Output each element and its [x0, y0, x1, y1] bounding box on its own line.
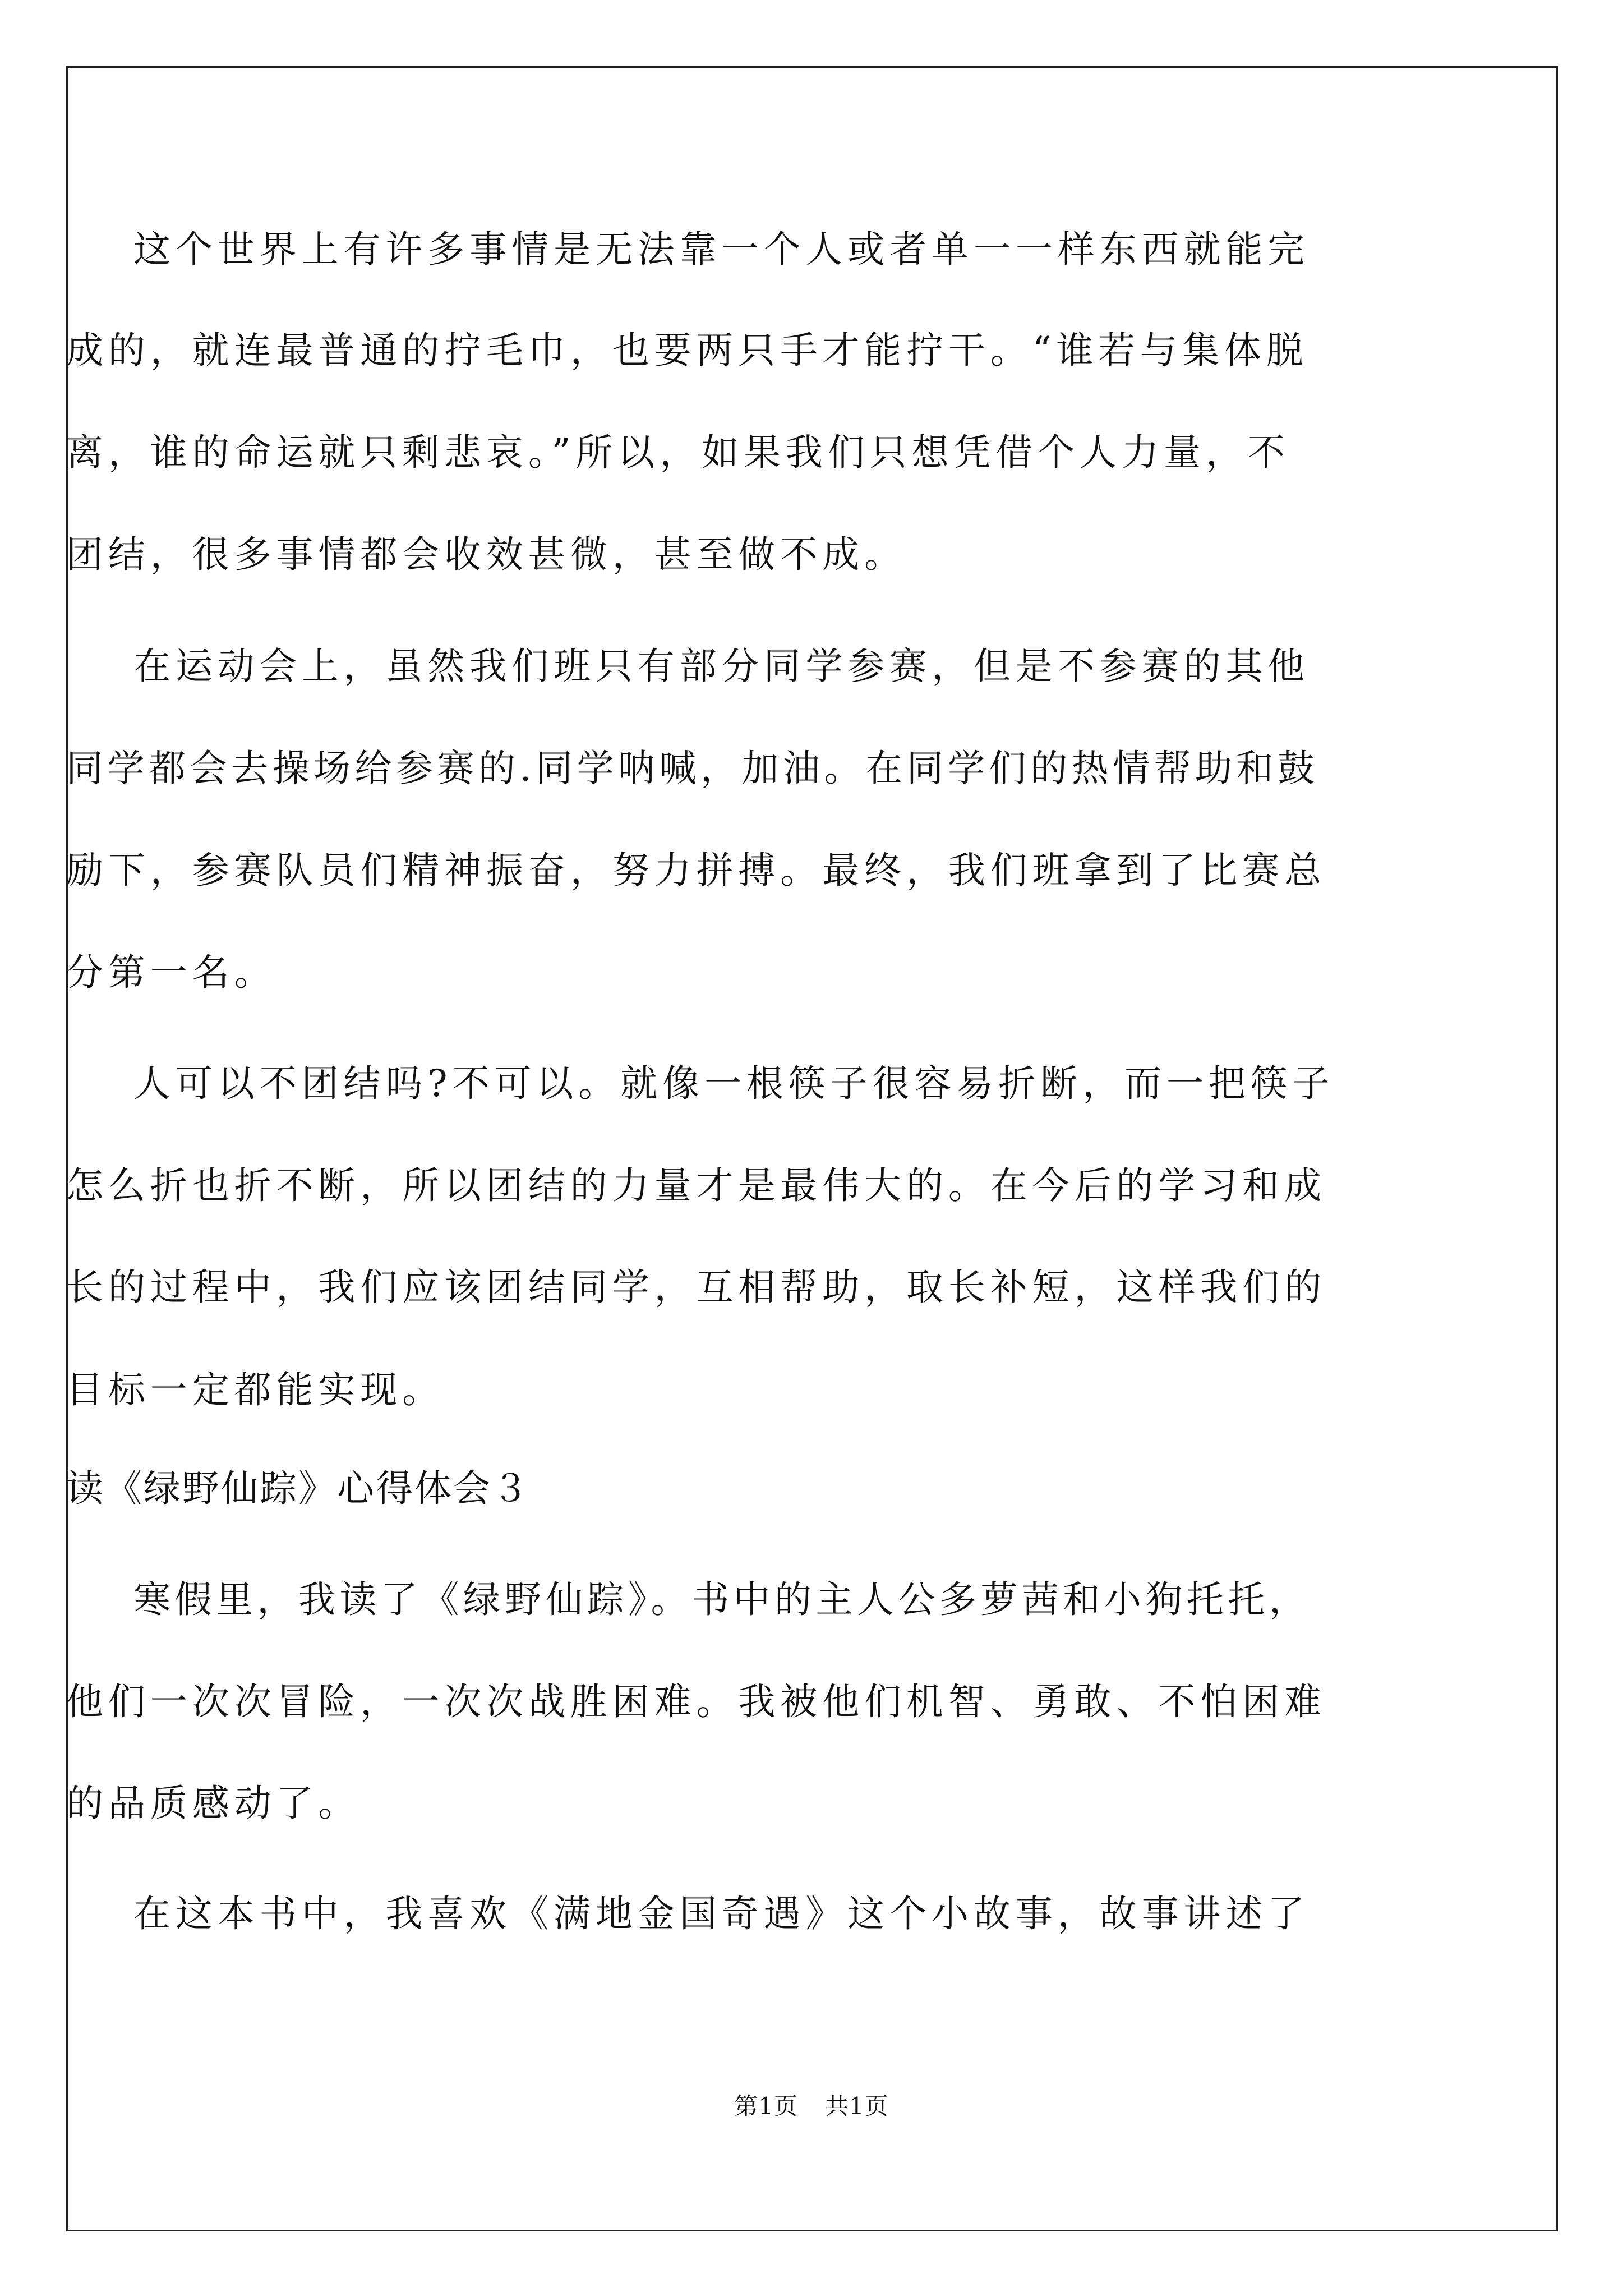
page-total-label: 共1页: [825, 2092, 889, 2120]
paragraph-3-line-1: 人可以不团结吗?不可以。就像一根筷子很容易折断，而一把筷子: [133, 1062, 1335, 1105]
paragraph-3-line-4: 目标一定都能实现。: [66, 1368, 445, 1411]
paragraph-1-line-3: 离，谁的命运就只剩悲哀。”所以，如果我们只想凭借个人力量，不: [66, 431, 1290, 474]
paragraph-3-line-2: 怎么折也折不断，所以团结的力量才是最伟大的。在今后的学习和成: [66, 1164, 1326, 1207]
paragraph-2-line-1: 在运动会上，虽然我们班只有部分同学参赛，但是不参赛的其他: [133, 645, 1310, 688]
paragraph-3-line-3: 长的过程中，我们应该团结同学，互相帮助，取长补短，这样我们的: [66, 1266, 1326, 1309]
section-heading: 读《绿野仙踪》心得体会３: [66, 1467, 531, 1510]
paragraph-5-line-1: 在这本书中，我喜欢《满地金国奇遇》这个小故事，故事讲述了: [133, 1892, 1310, 1935]
paragraph-2-line-2: 同学都会去操场给参赛的.同学呐喊，加油。在同学们的热情帮助和鼓: [66, 747, 1319, 790]
paragraph-4-line-3: 的品质感动了。: [66, 1782, 361, 1825]
paragraph-1-line-2: 成的，就连最普通的拧毛巾，也要两只手才能拧干。“谁若与集体脱: [66, 329, 1308, 372]
paragraph-4-line-1: 寒假里，我读了《绿野仙踪》。书中的主人公多萝茜和小狗托托，: [133, 1578, 1311, 1621]
paragraph-1-line-1: 这个世界上有许多事情是无法靠一个人或者单一一样东西就能完: [133, 228, 1310, 271]
page-footer: [0, 2087, 1623, 2126]
page-number-label: 第1页: [734, 2092, 798, 2120]
paragraph-2-line-3: 励下，参赛队员们精神振奋，努力拼搏。最终，我们班拿到了比赛总: [66, 849, 1326, 892]
paragraph-4-line-2: 他们一次次冒险，一次次战胜困难。我被他们机智、勇敢、不怕困难: [66, 1680, 1326, 1723]
paragraph-2-line-4: 分第一名。: [66, 951, 276, 994]
paragraph-1-line-4: 团结，很多事情都会收效甚微，甚至做不成。: [66, 533, 906, 576]
